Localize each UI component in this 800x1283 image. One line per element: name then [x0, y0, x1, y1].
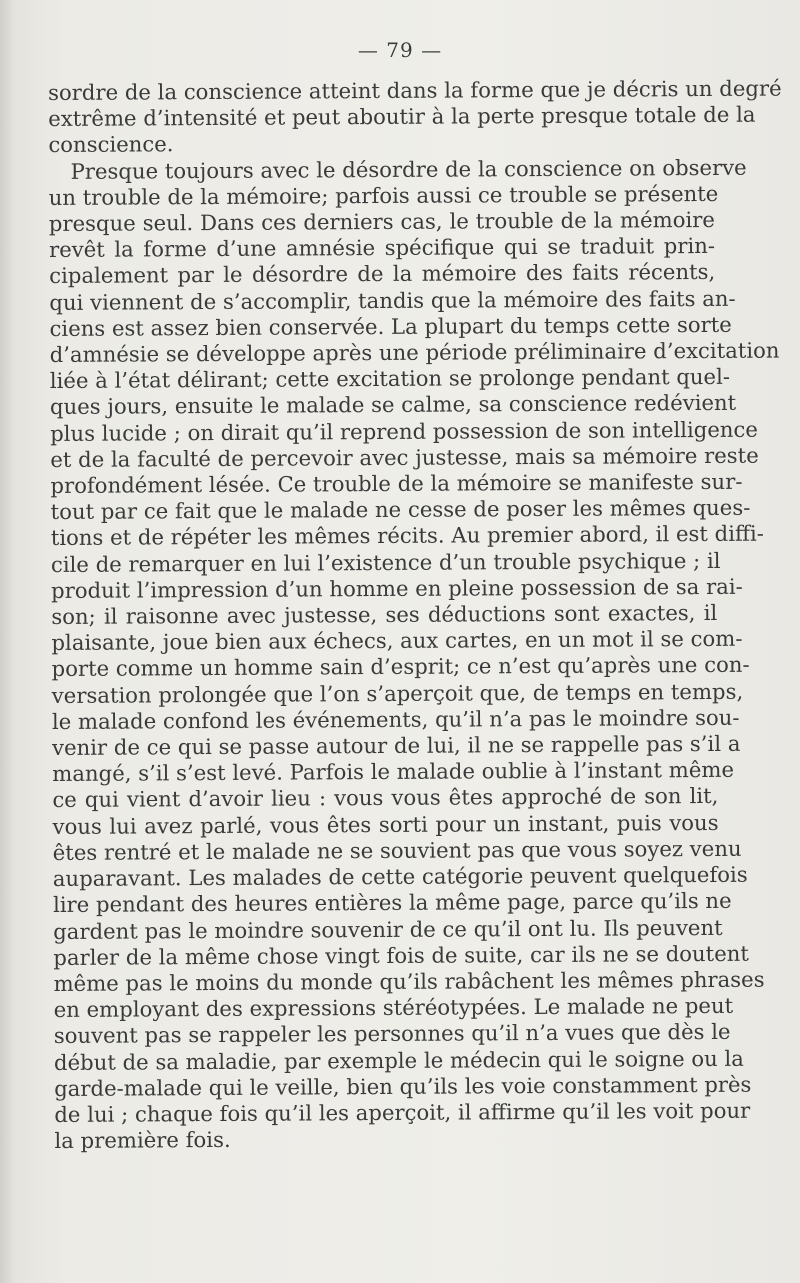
text-line: le malade confond les événements, qu’il n’a pas le moindre sou-	[51, 704, 740, 734]
text-line: cile de remarquer en lui l’existence d’un trouble psychique ; il	[50, 547, 721, 577]
text-line: lire pendant des heures entières la même page, parce qu’ils ne	[52, 888, 732, 918]
text-line: de lui ; chaque fois qu’il les aperçoit, il affirme qu’il les voit pour	[54, 1097, 751, 1127]
text-line: parler de la même chose vingt fois de suite, car ils ne se doutent	[53, 940, 749, 970]
text-line: presque seul. Dans ces derniers cas, le trouble de la mémoire	[48, 206, 715, 237]
text-line: versation prolongée que l’on s’aperçoit que, de temps en temps,	[51, 678, 744, 708]
text-line: et de la faculté de percevoir avec justesse, mais sa mémoire reste	[50, 442, 759, 472]
text-line: porte comme un homme sain d’esprit; ce n’est qu’après une con-	[51, 652, 750, 682]
text-line: début de sa maladie, par exemple le médecin qui le soigne ou la	[53, 1045, 744, 1075]
text-line: revêt la forme d’une amnésie spécifique qui se traduit prin-	[48, 233, 716, 263]
text-line: qui viennent de s’accomplir, tandis que la mémoire des faits an-	[49, 285, 736, 315]
text-line: son; il raisonne avec justesse, ses déductions sont exactes, il	[51, 599, 718, 630]
text-line: en employant des expressions stéréotypées. Le malade ne peut	[53, 992, 734, 1023]
text-line: cipalement par le désordre de la mémoire des faits récents,	[49, 259, 716, 289]
text-line: plus lucide ; on dirait qu’il reprend possession de son intelligence	[50, 416, 758, 446]
text-line: souvent pas se rappeler les personnes qu’il n’a vues que dès le	[53, 1019, 731, 1049]
text-line: sordre de la conscience atteint dans la forme que je décris un degré	[48, 75, 782, 105]
text-line: Presque toujours avec le désordre de la conscience on observe	[70, 154, 747, 184]
body-text	[48, 75, 782, 1154]
text-line: ce qui vient d’avoir lieu : vous vous êtes approché de son lit,	[52, 783, 719, 813]
text-line: ques jours, ensuite le malade se calme, sa conscience redévient	[49, 390, 737, 420]
text-line: plaisante, joue bien aux échecs, aux cartes, en un mot il se com-	[51, 626, 743, 656]
text-line: mangé, s’il s’est levé. Parfois le malade oublie à l’instant même	[52, 757, 735, 787]
text-line: venir de ce qui se passe autour de lui, il ne se rappelle pas s’il a	[52, 730, 741, 761]
text-line: conscience.	[48, 131, 174, 158]
text-line: d’amnésie se développe après une période préliminaire d’excitation	[49, 337, 780, 368]
text-line: même pas le moins du monde qu’ils rabâchent les mêmes phrases	[53, 966, 765, 996]
text-line: extrême d’intensité et peut aboutir à la perte presque totale de la	[48, 101, 756, 132]
text-line: la première fois.	[54, 1127, 231, 1154]
page-number: — 79 —	[357, 38, 443, 62]
text-line: un trouble de la mémoire; parfois aussi ce trouble se présente	[48, 180, 719, 210]
text-line: profondément lésée. Ce trouble de la mémoire se manifeste sur-	[50, 468, 743, 499]
text-line: tout par ce fait que le malade ne cesse de poser les mêmes ques-	[50, 494, 751, 525]
text-line: gardent pas le moindre souvenir de ce qu’il ont lu. Ils peuvent	[53, 914, 723, 944]
text-line: produit l’impression d’un homme en pleine possession de sa rai-	[51, 573, 743, 603]
text-line: êtes rentré et le malade ne se souvient pas que vous soyez venu	[52, 835, 742, 865]
text-line: tions et de répéter les mêmes récits. Au premier abord, il est diffi-	[50, 521, 765, 551]
text-line: vous lui avez parlé, vous êtes sorti pour un instant, puis vous	[52, 809, 719, 839]
text-line: auparavant. Les malades de cette catégorie peuvent quelquefois	[52, 861, 748, 892]
text-line: garde-malade qui le veille, bien qu’ils les voie constamment près	[54, 1071, 752, 1101]
text-line: liée à l’état délirant; cette excitation se prolonge pendant quel-	[49, 364, 731, 394]
text-line: ciens est assez bien conservée. La plupart du temps cette sorte	[49, 311, 732, 341]
